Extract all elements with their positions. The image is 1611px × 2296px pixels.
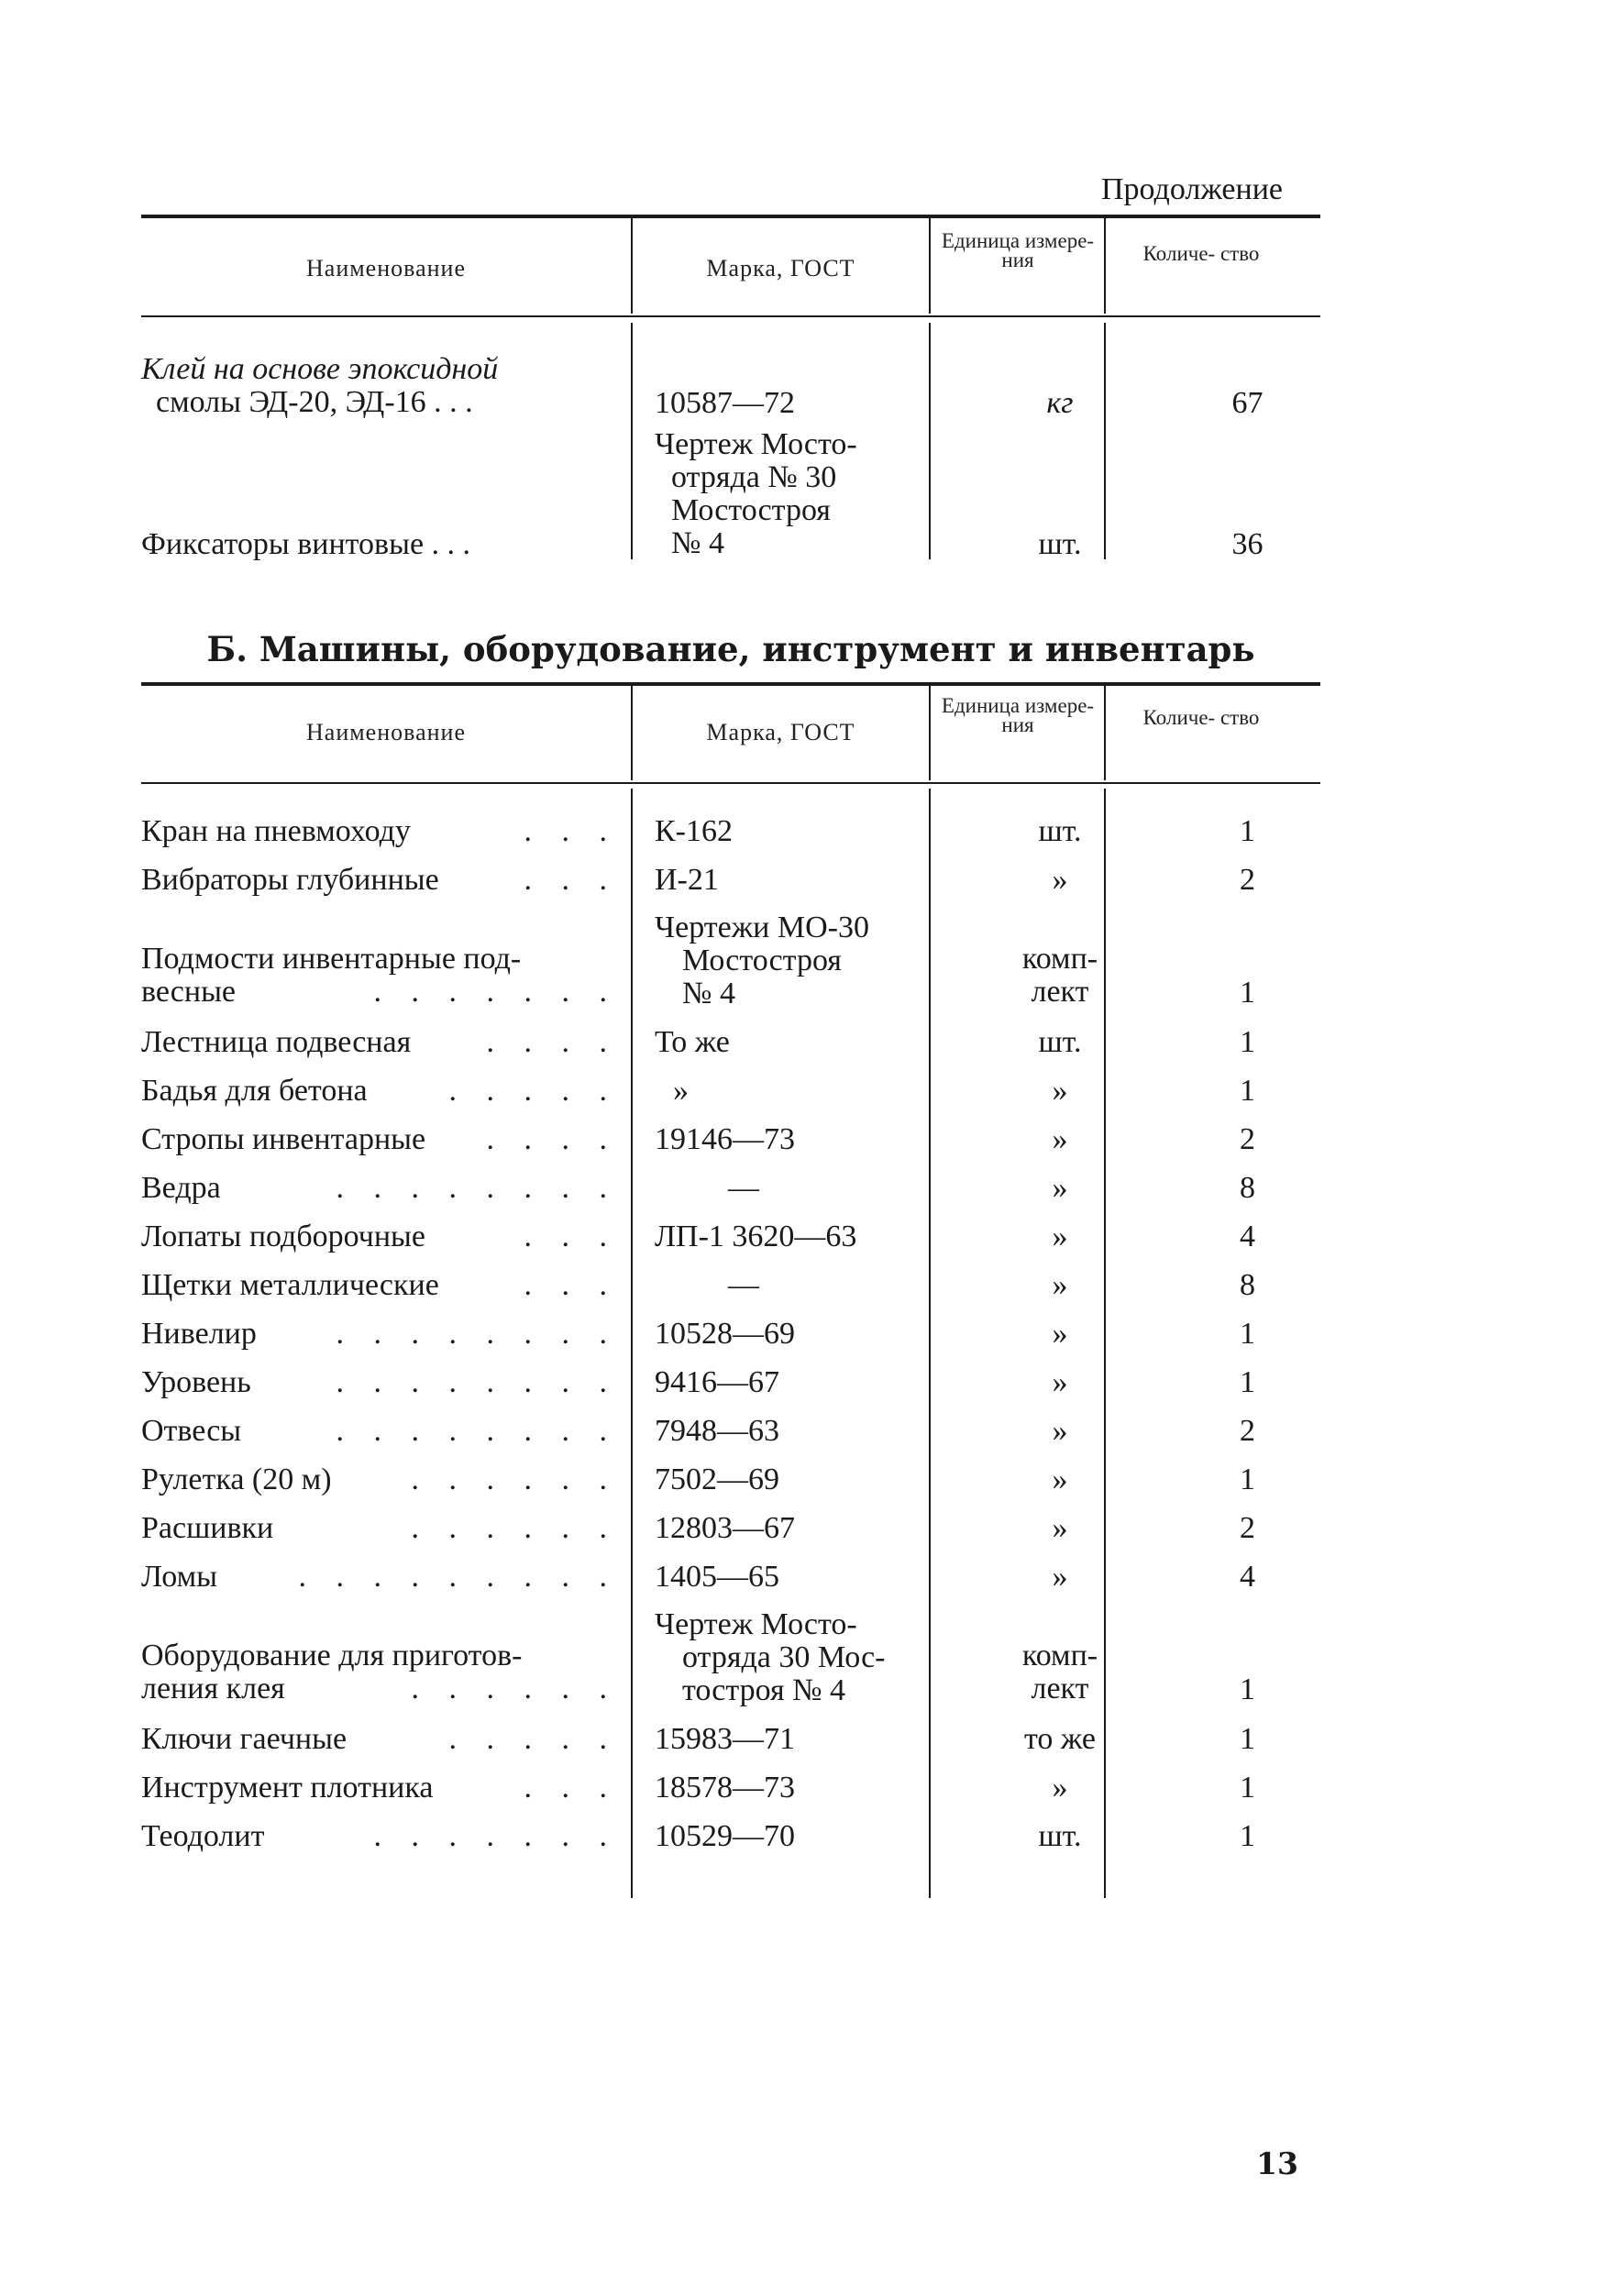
row-unit: » [1052, 1771, 1068, 1805]
row-mark: 19146—73 [655, 1122, 795, 1156]
row-mark-line: отряда № 30 [671, 460, 837, 494]
continuation-label: Продолжение [1100, 172, 1283, 206]
row-mark: К-162 [655, 814, 733, 848]
table-b-divider [929, 789, 931, 1898]
table-b-header-qty: Количе- ство [1142, 706, 1260, 729]
row-mark-line: № 4 [671, 526, 724, 560]
row-name: Ломы [141, 1560, 217, 1594]
row-qty: 1 [1240, 1722, 1255, 1756]
row-name: Кран на пневмоходу [141, 814, 411, 848]
row-mark: То же [655, 1025, 730, 1059]
row-name: Оборудование для приготов- [141, 1639, 523, 1672]
row-qty: 67 [1231, 386, 1263, 420]
row-unit: » [1052, 1511, 1068, 1545]
row-mark: 7948—63 [655, 1414, 779, 1448]
row-name: Инструмент плотника [141, 1771, 434, 1805]
row-mark: ЛП-1 3620—63 [655, 1220, 857, 1253]
row-unit: шт. [1038, 527, 1082, 561]
row-mark: » [673, 1074, 689, 1108]
table-a-divider [631, 323, 633, 559]
row-unit: шт. [1038, 1819, 1082, 1853]
table-a-divider [929, 215, 931, 314]
row-mark-line: тостроя № 4 [682, 1673, 846, 1707]
row-qty: 4 [1240, 1220, 1255, 1253]
row-qty: 2 [1240, 1414, 1255, 1448]
row-name-continued: весные [141, 975, 237, 1009]
row-qty: 1 [1240, 1074, 1255, 1108]
row-name: Расшивки [141, 1511, 274, 1545]
row-name: Лопаты подборочные [141, 1220, 425, 1253]
table-b-header-rule [141, 782, 1320, 784]
table-a-divider [1104, 215, 1106, 314]
row-qty: 4 [1240, 1560, 1255, 1594]
row-name-continued: смолы ЭД-20, ЭД-16 . . . [156, 385, 473, 419]
row-unit: » [1052, 1171, 1068, 1205]
row-name: Ведра [141, 1171, 221, 1205]
row-mark: 12803—67 [655, 1511, 795, 1545]
row-qty: 8 [1240, 1268, 1255, 1302]
page-number: 13 [1256, 2146, 1298, 2181]
row-name: Ключи гаечные [141, 1722, 348, 1756]
row-name: Фиксаторы винтовые . . . [141, 527, 471, 561]
row-qty: 1 [1240, 1365, 1255, 1399]
row-unit: кг [1046, 386, 1074, 420]
row-unit: » [1052, 1414, 1068, 1448]
row-unit-line: лект [1031, 1672, 1089, 1705]
row-unit: » [1052, 1463, 1068, 1496]
table-b-divider [1104, 686, 1106, 780]
table-a-top-rule [141, 215, 1320, 218]
row-qty: 1 [1240, 976, 1255, 1010]
row-unit: шт. [1038, 1025, 1082, 1059]
row-mark-line: Чертежи МО-30 [655, 911, 869, 944]
row-qty: 2 [1240, 1122, 1255, 1156]
table-b-top-rule [141, 682, 1320, 686]
row-mark: 7502—69 [655, 1463, 779, 1496]
row-qty: 1 [1240, 1025, 1255, 1059]
row-unit: » [1052, 1365, 1068, 1399]
table-a-header-qty: Количе- ство [1142, 242, 1260, 265]
row-name: Теодолит [141, 1819, 265, 1853]
row-mark: 18578—73 [655, 1771, 795, 1805]
row-unit: » [1052, 863, 1068, 897]
row-unit: » [1052, 1268, 1068, 1302]
row-unit: то же [1023, 1722, 1097, 1756]
table-b-header-unit: Единица измере- ния [941, 694, 1095, 736]
row-mark-line: отряда 30 Мос- [682, 1640, 886, 1674]
row-name: Рулетка (20 м) [141, 1463, 332, 1496]
row-qty: 1 [1240, 1819, 1255, 1853]
row-name: Уровень [141, 1365, 251, 1399]
row-mark: 10528—69 [655, 1317, 795, 1351]
row-unit: » [1052, 1122, 1068, 1156]
table-a-header-rule [141, 315, 1320, 317]
row-name: Стропы инвентарные [141, 1122, 426, 1156]
row-qty: 1 [1240, 814, 1255, 848]
row-qty: 1 [1240, 1463, 1255, 1496]
row-mark-line: № 4 [682, 977, 735, 1010]
row-unit: шт. [1038, 814, 1082, 848]
row-mark: 1405—65 [655, 1560, 779, 1594]
table-b-divider [929, 686, 931, 780]
row-mark: — [728, 1171, 759, 1205]
row-name: Вибраторы глубинные [141, 863, 439, 897]
row-unit: » [1052, 1317, 1068, 1351]
row-mark: — [728, 1268, 759, 1302]
row-mark-line: Чертеж Мосто- [655, 427, 857, 461]
row-qty: 1 [1240, 1771, 1255, 1805]
table-a-divider [1104, 323, 1106, 559]
row-mark: 15983—71 [655, 1722, 795, 1756]
row-name: Клей на основе эпоксидной [141, 352, 499, 386]
row-name: Подмости инвентарные под- [141, 942, 522, 976]
row-name-continued: ления клея [141, 1672, 285, 1705]
row-unit-line: комп- [1021, 1639, 1098, 1672]
row-qty: 1 [1240, 1317, 1255, 1351]
row-mark: 9416—67 [655, 1365, 779, 1399]
row-qty: 36 [1231, 527, 1263, 561]
row-mark-line: Мостостроя [671, 493, 831, 527]
row-name: Щетки металлические [141, 1268, 439, 1302]
table-a-divider [929, 323, 931, 559]
row-qty: 2 [1240, 1511, 1255, 1545]
row-name: Лестница подвесная [141, 1025, 412, 1059]
table-b-header-mark: Марка, ГОСТ [706, 719, 855, 745]
row-qty: 2 [1240, 863, 1255, 897]
row-qty: 1 [1240, 1672, 1255, 1706]
row-unit: » [1052, 1560, 1068, 1594]
row-mark: 10587—72 [655, 386, 795, 420]
row-qty: 8 [1240, 1171, 1255, 1205]
row-name: Отвесы [141, 1414, 242, 1448]
row-mark: И-21 [655, 863, 719, 897]
row-mark-line: Чертеж Мосто- [655, 1607, 857, 1641]
row-unit-line: комп- [1021, 942, 1098, 976]
section-title: Б. Машины, оборудование, инструмент и инвентарь [206, 629, 1255, 669]
row-unit: » [1052, 1220, 1068, 1253]
row-unit: » [1052, 1074, 1068, 1108]
table-a-header-mark: Марка, ГОСТ [706, 255, 855, 281]
row-name: Нивелир [141, 1317, 257, 1351]
table-b-divider [631, 789, 633, 1898]
row-mark-line: Мостостроя [682, 944, 842, 977]
table-b-header-name: Наименование [306, 719, 466, 745]
row-name: Бадья для бетона [141, 1074, 368, 1108]
table-a-header-name: Наименование [306, 255, 466, 281]
row-mark: 10529—70 [655, 1819, 795, 1853]
row-unit-line: лект [1031, 975, 1089, 1009]
table-a-header-unit: Единица измере- ния [941, 229, 1095, 271]
